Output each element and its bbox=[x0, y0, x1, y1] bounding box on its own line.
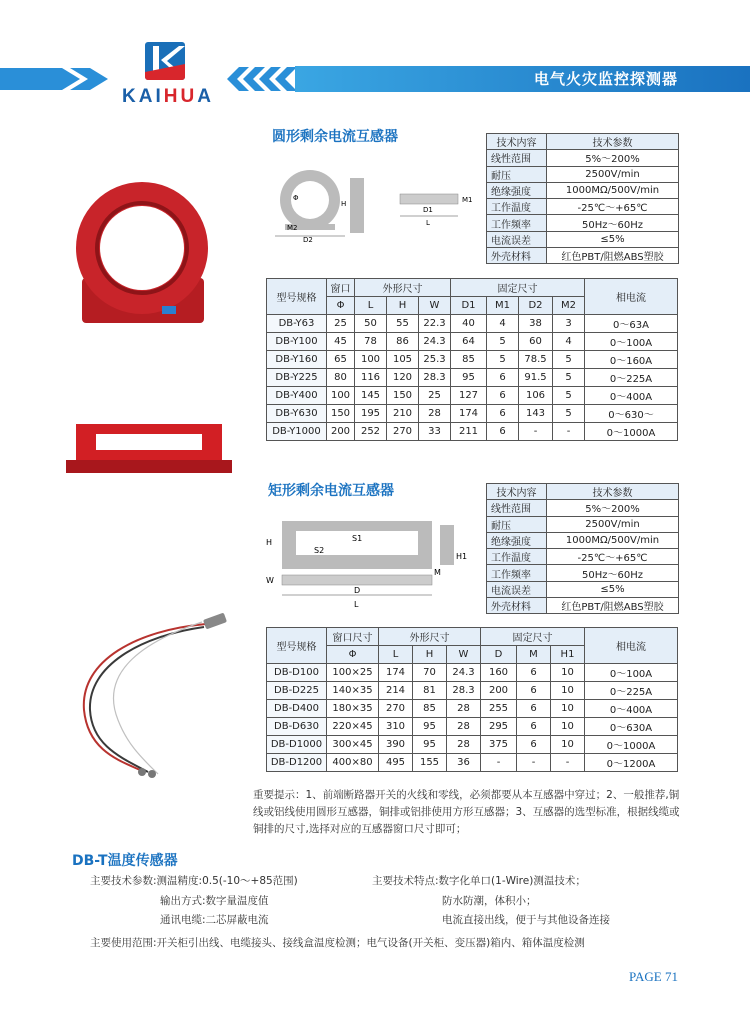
rect-spec-label: 绝缘强度 bbox=[487, 532, 547, 548]
table-cell: 155 bbox=[413, 754, 447, 772]
table-row bbox=[267, 736, 678, 754]
table-cell: 95 bbox=[413, 736, 447, 754]
table-cell: 150 bbox=[387, 387, 419, 405]
table-row bbox=[267, 405, 678, 423]
rect-spec-row bbox=[487, 500, 679, 516]
table-cell: 33 bbox=[419, 423, 451, 441]
table-cell: 10 bbox=[551, 682, 585, 700]
round-spec-label: 耐压 bbox=[487, 166, 547, 182]
table-row bbox=[267, 664, 678, 682]
table-cell: 100×25 bbox=[327, 664, 379, 682]
header-bar bbox=[295, 66, 750, 92]
table-cell: 100 bbox=[327, 387, 355, 405]
rect-dim-s2: S2 bbox=[314, 546, 325, 555]
table-cell: 270 bbox=[387, 423, 419, 441]
round-dim-d1: D1 bbox=[423, 206, 433, 214]
table-cell: 86 bbox=[387, 333, 419, 351]
round-subhead: H bbox=[387, 297, 419, 315]
rect-spec-value: 50Hz～60Hz bbox=[547, 565, 679, 581]
table-cell: 28.3 bbox=[447, 682, 481, 700]
table-cell: 195 bbox=[355, 405, 387, 423]
round-spec-label: 电流误差 bbox=[487, 231, 547, 247]
rect-spec-value: 2500V/min bbox=[547, 516, 679, 532]
table-cell: 6 bbox=[517, 664, 551, 682]
rect-subhead: D bbox=[481, 646, 517, 664]
round-spec-row bbox=[487, 182, 679, 198]
table-cell: 400×80 bbox=[327, 754, 379, 772]
rect-dim-s1: S1 bbox=[352, 534, 363, 543]
table-cell: 200 bbox=[327, 423, 355, 441]
round-spec-label: 技术内容 bbox=[487, 134, 547, 150]
table-cell: 310 bbox=[379, 718, 413, 736]
table-cell: 0～225A bbox=[585, 369, 678, 387]
table-row bbox=[267, 315, 678, 333]
dbt-section-title: DB-T温度传感器 bbox=[72, 853, 178, 869]
round-subhead: M2 bbox=[553, 297, 585, 315]
rect-head-win: 窗口尺寸 bbox=[327, 628, 379, 646]
rect-dim-d: D bbox=[354, 586, 361, 595]
table-cell: DB-Y1000 bbox=[267, 423, 327, 441]
round-dim-d2: D2 bbox=[303, 236, 313, 243]
round-dim-phi: Φ bbox=[293, 194, 299, 202]
rect-subhead: H1 bbox=[551, 646, 585, 664]
round-subhead: Φ bbox=[327, 297, 355, 315]
rect-spec-row bbox=[487, 516, 679, 532]
table-cell: 4 bbox=[553, 333, 585, 351]
dbt-feature-line2: 防水防潮，体积小； bbox=[442, 895, 537, 907]
round-spec-row bbox=[487, 150, 679, 166]
round-dim-m1: M1 bbox=[462, 196, 473, 204]
rect-head-model: 型号规格 bbox=[267, 628, 327, 664]
table-cell: DB-Y160 bbox=[267, 351, 327, 369]
table-cell: 45 bbox=[327, 333, 355, 351]
rect-dim-h: H bbox=[266, 538, 273, 547]
rect-spec-label: 线性范围 bbox=[487, 500, 547, 516]
table-cell: 127 bbox=[451, 387, 487, 405]
table-cell: 0～100A bbox=[585, 664, 678, 682]
rect-spec-label: 电流误差 bbox=[487, 581, 547, 597]
table-row bbox=[267, 351, 678, 369]
table-cell: 174 bbox=[379, 664, 413, 682]
table-cell: 0～630～ bbox=[585, 405, 678, 423]
rect-spec-table bbox=[486, 483, 679, 614]
table-cell: 38 bbox=[519, 315, 553, 333]
rect-spec-label: 外壳材料 bbox=[487, 598, 547, 614]
rect-dim-l: L bbox=[354, 600, 359, 609]
table-cell: 0～63A bbox=[585, 315, 678, 333]
table-cell: DB-D1200 bbox=[267, 754, 327, 772]
table-row bbox=[267, 369, 678, 387]
table-row bbox=[267, 423, 678, 441]
table-cell: 174 bbox=[451, 405, 487, 423]
table-cell: 270 bbox=[379, 700, 413, 718]
table-cell: 85 bbox=[451, 351, 487, 369]
table-cell: 5 bbox=[553, 387, 585, 405]
table-cell: 6 bbox=[487, 423, 519, 441]
table-cell: 91.5 bbox=[519, 369, 553, 387]
table-row bbox=[267, 754, 678, 772]
table-cell: 255 bbox=[481, 700, 517, 718]
rect-spec-row bbox=[487, 549, 679, 565]
rect-dim-h1: H1 bbox=[456, 552, 468, 561]
table-cell: - bbox=[481, 754, 517, 772]
table-cell: 0～1000A bbox=[585, 736, 678, 754]
round-spec-table bbox=[486, 133, 679, 264]
table-cell: 10 bbox=[551, 664, 585, 682]
page-number: PAGE 71 bbox=[628, 969, 678, 984]
table-cell: 25 bbox=[327, 315, 355, 333]
table-cell: DB-D1000 bbox=[267, 736, 327, 754]
table-cell: 105 bbox=[387, 351, 419, 369]
round-subhead: L bbox=[355, 297, 387, 315]
table-cell: 375 bbox=[481, 736, 517, 754]
table-cell: 5 bbox=[553, 351, 585, 369]
round-spec-value: -25℃～+65℃ bbox=[547, 199, 679, 215]
rect-dim-w: W bbox=[266, 576, 274, 585]
rect-head-fix: 固定尺寸 bbox=[481, 628, 585, 646]
round-spec-row bbox=[487, 199, 679, 215]
dbt-feature-line3: 电流直接出线，便于与其他设备连接 bbox=[442, 914, 610, 926]
table-cell: 50 bbox=[355, 315, 387, 333]
table-cell: DB-Y100 bbox=[267, 333, 327, 351]
table-cell: 95 bbox=[451, 369, 487, 387]
table-cell: 78.5 bbox=[519, 351, 553, 369]
table-cell: 116 bbox=[355, 369, 387, 387]
table-cell: 0～225A bbox=[585, 682, 678, 700]
rect-spec-row bbox=[487, 565, 679, 581]
header-left-arrows bbox=[0, 64, 130, 94]
table-cell: 6 bbox=[487, 369, 519, 387]
table-cell: 143 bbox=[519, 405, 553, 423]
rect-head-outer: 外形尺寸 bbox=[379, 628, 481, 646]
round-subhead: W bbox=[419, 297, 451, 315]
table-cell: 28 bbox=[447, 700, 481, 718]
table-cell: 100 bbox=[355, 351, 387, 369]
rect-subhead: W bbox=[447, 646, 481, 664]
round-spec-row bbox=[487, 134, 679, 150]
round-subhead: M1 bbox=[487, 297, 519, 315]
round-spec-value: 红色PBT/阻燃ABS塑胶 bbox=[547, 248, 679, 264]
table-cell: DB-Y225 bbox=[267, 369, 327, 387]
table-cell: 295 bbox=[481, 718, 517, 736]
round-spec-row bbox=[487, 248, 679, 264]
table-cell: 390 bbox=[379, 736, 413, 754]
table-cell: 81 bbox=[413, 682, 447, 700]
table-cell: 180×35 bbox=[327, 700, 379, 718]
table-cell: 28 bbox=[447, 736, 481, 754]
round-dimension-drawing bbox=[265, 168, 485, 243]
rect-subhead: Φ bbox=[327, 646, 379, 664]
table-cell: 10 bbox=[551, 700, 585, 718]
table-cell: 160 bbox=[481, 664, 517, 682]
round-subhead: D1 bbox=[451, 297, 487, 315]
table-cell: - bbox=[517, 754, 551, 772]
table-cell: 40 bbox=[451, 315, 487, 333]
rect-spec-value: 1000MΩ/500V/min bbox=[547, 532, 679, 548]
round-dim-h: H bbox=[341, 200, 347, 208]
table-cell: 210 bbox=[387, 405, 419, 423]
table-cell: 0～400A bbox=[585, 700, 678, 718]
round-dim-m2: M2 bbox=[287, 224, 298, 232]
table-cell: DB-Y400 bbox=[267, 387, 327, 405]
table-cell: 24.3 bbox=[447, 664, 481, 682]
table-cell: 10 bbox=[551, 718, 585, 736]
round-head-outer: 外形尺寸 bbox=[355, 279, 451, 297]
table-cell: 214 bbox=[379, 682, 413, 700]
table-cell: 78 bbox=[355, 333, 387, 351]
table-cell: - bbox=[519, 423, 553, 441]
table-cell: - bbox=[553, 423, 585, 441]
round-spec-row bbox=[487, 215, 679, 231]
dbt-param-line2: 输出方式:数字量温度值 bbox=[160, 895, 269, 907]
round-spec-label: 工作频率 bbox=[487, 215, 547, 231]
table-cell: 5 bbox=[487, 351, 519, 369]
table-cell: 85 bbox=[413, 700, 447, 718]
table-cell: 495 bbox=[379, 754, 413, 772]
table-cell: 5 bbox=[487, 333, 519, 351]
page-title: 电气火灾监控探测器 bbox=[533, 70, 678, 88]
logo-icon bbox=[145, 42, 185, 80]
table-cell: 4 bbox=[487, 315, 519, 333]
table-cell: 28 bbox=[447, 718, 481, 736]
table-cell: 0～630A bbox=[585, 718, 678, 736]
rect-subhead: H bbox=[413, 646, 447, 664]
table-cell: 22.3 bbox=[419, 315, 451, 333]
table-cell: DB-Y63 bbox=[267, 315, 327, 333]
rect-dim-m: M bbox=[434, 568, 441, 577]
table-cell: 150 bbox=[327, 405, 355, 423]
table-cell: 5 bbox=[553, 369, 585, 387]
round-spec-label: 线性范围 bbox=[487, 150, 547, 166]
round-spec-value: 5%～200% bbox=[547, 150, 679, 166]
table-cell: 6 bbox=[517, 718, 551, 736]
table-cell: 60 bbox=[519, 333, 553, 351]
table-cell: DB-Y630 bbox=[267, 405, 327, 423]
table-cell: 106 bbox=[519, 387, 553, 405]
dbt-param-line3: 通讯电缆:二芯屏蔽电流 bbox=[160, 914, 269, 926]
table-cell: 65 bbox=[327, 351, 355, 369]
dbt-usage: 主要使用范围:开关柜引出线、电缆接头、接线盒温度检测；电气设备(开关柜、变压器)箱内、箱体温度检测 bbox=[90, 937, 585, 949]
table-cell: 25 bbox=[419, 387, 451, 405]
table-cell: 145 bbox=[355, 387, 387, 405]
table-cell: 28.3 bbox=[419, 369, 451, 387]
logo-text: KAIHUA bbox=[122, 86, 214, 107]
table-cell: 6 bbox=[517, 682, 551, 700]
rect-spec-row bbox=[487, 598, 679, 614]
rect-spec-label: 工作温度 bbox=[487, 549, 547, 565]
round-spec-value: 1000MΩ/500V/min bbox=[547, 182, 679, 198]
round-spec-value: ≤5% bbox=[547, 231, 679, 247]
round-head-fix: 固定尺寸 bbox=[451, 279, 585, 297]
table-cell: 25.3 bbox=[419, 351, 451, 369]
important-note: 重要提示：1、前端断路器开关的火线和零线，必须都要从本互感器中穿过；2、一般推荐,铜线或铝线使用圆形互感器，铜排或铝排使用方形互感器；3、互感器的选型标准，根据线缆或铜排的尺寸,选择对应的互感器窗口尺寸即可； bbox=[253, 789, 680, 835]
table-cell: 70 bbox=[413, 664, 447, 682]
rect-spec-row bbox=[487, 484, 679, 500]
table-cell: 80 bbox=[327, 369, 355, 387]
round-spec-row bbox=[487, 231, 679, 247]
round-section-title: 圆形剩余电流互感器 bbox=[272, 129, 398, 145]
round-subhead: D2 bbox=[519, 297, 553, 315]
rect-head-phase: 相电流 bbox=[585, 628, 678, 664]
rect-spec-value: 红色PBT/阻燃ABS塑胶 bbox=[547, 598, 679, 614]
rect-subhead: L bbox=[379, 646, 413, 664]
rect-spec-row bbox=[487, 581, 679, 597]
rect-spec-value: -25℃～+65℃ bbox=[547, 549, 679, 565]
round-ct-photo bbox=[70, 178, 215, 328]
rect-spec-value: ≤5% bbox=[547, 581, 679, 597]
round-dim-l: L bbox=[426, 219, 430, 227]
table-row bbox=[267, 682, 678, 700]
rect-model-table bbox=[266, 627, 678, 772]
header-mid-arrows bbox=[225, 64, 300, 94]
rect-spec-label: 技术内容 bbox=[487, 484, 547, 500]
rect-subhead: M bbox=[517, 646, 551, 664]
round-head-phase: 相电流 bbox=[585, 279, 678, 315]
rect-spec-label: 工作频率 bbox=[487, 565, 547, 581]
table-cell: 28 bbox=[419, 405, 451, 423]
round-spec-value: 技术参数 bbox=[547, 134, 679, 150]
table-cell: DB-D630 bbox=[267, 718, 327, 736]
rect-spec-value: 技术参数 bbox=[547, 484, 679, 500]
table-cell: 220×45 bbox=[327, 718, 379, 736]
round-spec-label: 工作温度 bbox=[487, 199, 547, 215]
table-cell: 6 bbox=[517, 736, 551, 754]
table-cell: 211 bbox=[451, 423, 487, 441]
table-cell: 6 bbox=[517, 700, 551, 718]
table-cell: 0～100A bbox=[585, 333, 678, 351]
rect-spec-value: 5%～200% bbox=[547, 500, 679, 516]
dbt-feature-line1: 主要技术特点:数字化单口(1-Wire)测温技术； bbox=[372, 875, 586, 887]
table-cell: 95 bbox=[413, 718, 447, 736]
round-head-win: 窗口 bbox=[327, 279, 355, 297]
table-cell: 5 bbox=[553, 405, 585, 423]
rect-ct-photo bbox=[66, 420, 232, 475]
table-row bbox=[267, 718, 678, 736]
table-cell: 24.3 bbox=[419, 333, 451, 351]
round-model-table bbox=[266, 278, 678, 441]
table-cell: 0～1000A bbox=[585, 423, 678, 441]
dbt-param-line1: 主要技术参数:测温精度:0.5(-10～+85范围) bbox=[90, 875, 298, 887]
table-cell: 36 bbox=[447, 754, 481, 772]
table-row bbox=[267, 387, 678, 405]
table-row bbox=[267, 700, 678, 718]
table-cell: DB-D100 bbox=[267, 664, 327, 682]
temp-sensor-photo bbox=[78, 600, 228, 780]
table-cell: DB-D400 bbox=[267, 700, 327, 718]
rect-spec-row bbox=[487, 532, 679, 548]
table-cell: 252 bbox=[355, 423, 387, 441]
table-cell: 300×45 bbox=[327, 736, 379, 754]
table-cell: 140×35 bbox=[327, 682, 379, 700]
round-head-model: 型号规格 bbox=[267, 279, 327, 315]
round-spec-value: 2500V/min bbox=[547, 166, 679, 182]
table-cell: DB-D225 bbox=[267, 682, 327, 700]
table-cell: 0～1200A bbox=[585, 754, 678, 772]
table-cell: 0～160A bbox=[585, 351, 678, 369]
round-spec-row bbox=[487, 166, 679, 182]
table-cell: - bbox=[551, 754, 585, 772]
rect-spec-label: 耐压 bbox=[487, 516, 547, 532]
table-cell: 64 bbox=[451, 333, 487, 351]
table-cell: 55 bbox=[387, 315, 419, 333]
table-cell: 0～400A bbox=[585, 387, 678, 405]
table-cell: 120 bbox=[387, 369, 419, 387]
round-spec-label: 绝缘强度 bbox=[487, 182, 547, 198]
round-spec-label: 外壳材料 bbox=[487, 248, 547, 264]
round-spec-value: 50Hz～60Hz bbox=[547, 215, 679, 231]
table-cell: 10 bbox=[551, 736, 585, 754]
table-cell: 6 bbox=[487, 387, 519, 405]
table-cell: 200 bbox=[481, 682, 517, 700]
rect-section-title: 矩形剩余电流互感器 bbox=[268, 483, 394, 499]
table-cell: 3 bbox=[553, 315, 585, 333]
table-row bbox=[267, 333, 678, 351]
table-cell: 6 bbox=[487, 405, 519, 423]
rect-dimension-drawing bbox=[262, 515, 482, 610]
